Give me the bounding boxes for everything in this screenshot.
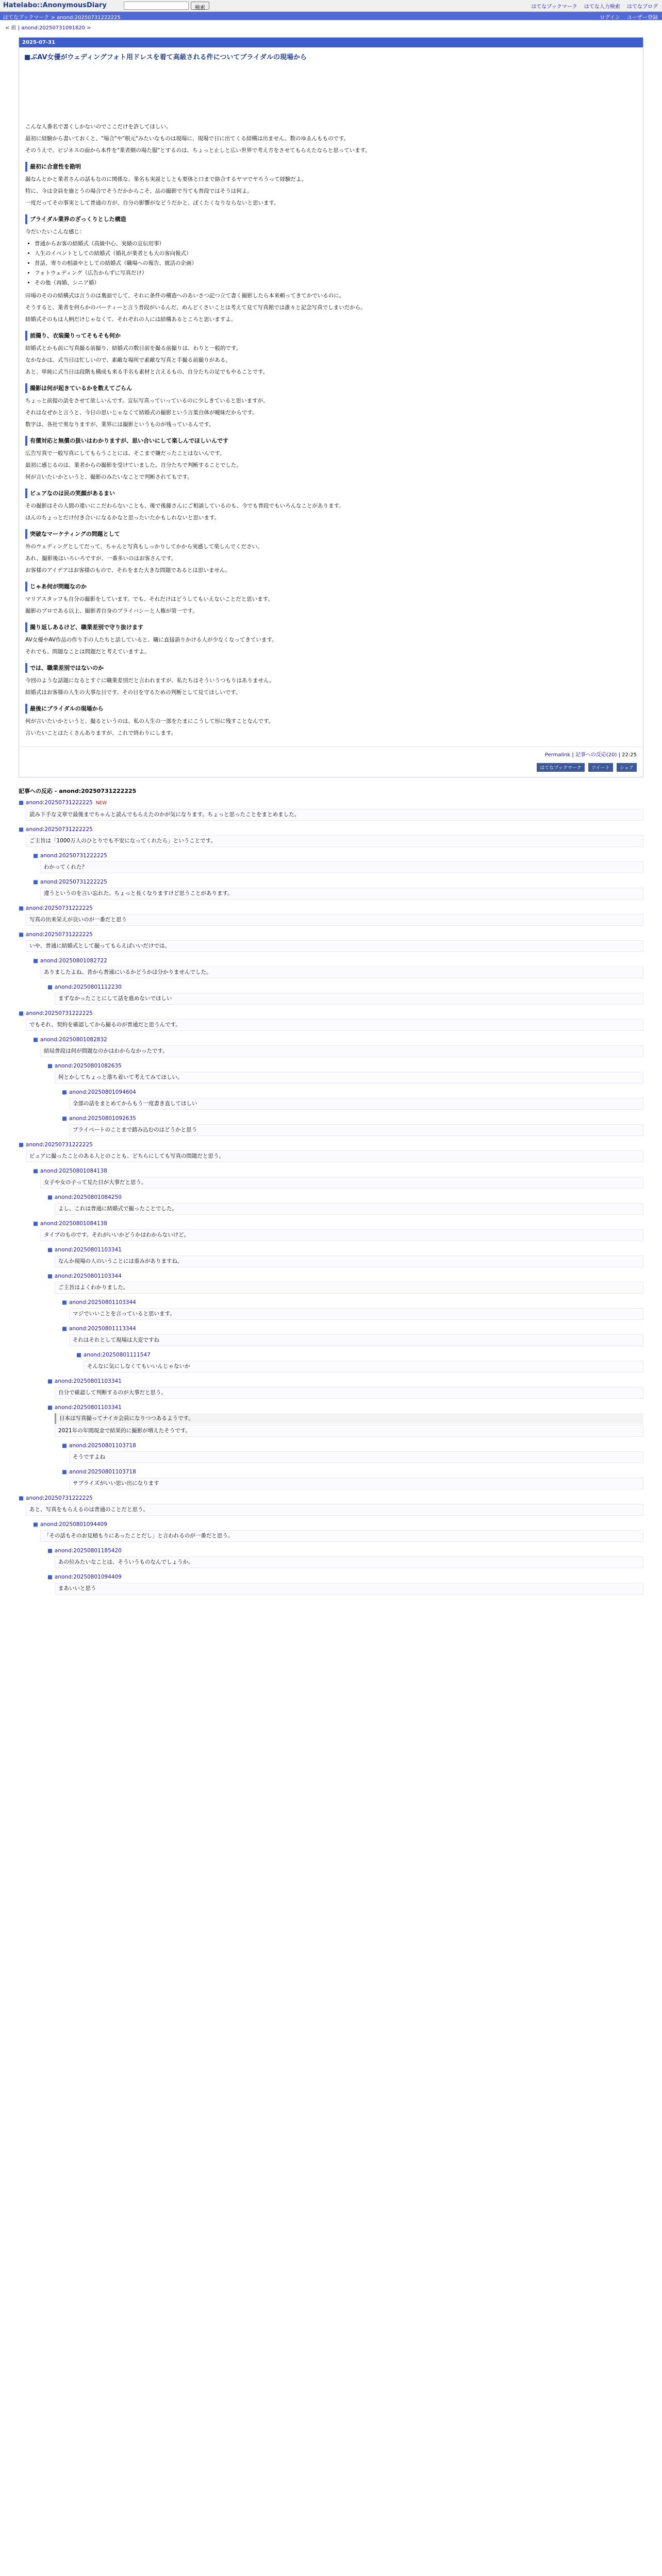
section-heading: 最後にブライダルの現場から [25, 704, 637, 714]
bullet-icon: ■ [62, 1115, 67, 1122]
comment-meta [62, 1088, 643, 1097]
comment-text: タイプのものです。それがいいかどうかはわからないけど。 [40, 1229, 643, 1241]
comment-meta [19, 825, 643, 834]
entry-paragraph: 何が言いたいかというと、撮るというのは、私の人生の一部をたまにこうして形に残すことなんです。 [25, 718, 274, 724]
comment [33, 1519, 643, 1545]
comment-id-link[interactable]: anond:20250801084250 [54, 1194, 122, 1200]
entry-paragraph: 最初に感じるのは、業者からの撮影を受けていました。自分たちで判断することでした。 [25, 462, 242, 468]
top-link-bookmark[interactable]: はてなブックマーク [531, 4, 577, 10]
entry-body [19, 65, 643, 747]
entry-paragraph: 言いたいことはたくさんありますが、これで終わりにします。 [25, 730, 177, 736]
comment-meta [19, 904, 643, 913]
share-buttons [19, 761, 643, 777]
comment-text: よし、これは普通に結婚式で撮ったことでした。 [55, 1203, 643, 1215]
diary-entry [19, 37, 643, 777]
bullet-icon: ■ [47, 984, 53, 990]
comment-id-link[interactable]: anond:20250731222225 [25, 826, 93, 833]
trackback-link[interactable]: 記事への反応(20) [575, 752, 617, 758]
comment-text: わかってくれた？ [40, 861, 643, 873]
comment [33, 1165, 643, 1192]
comment [47, 1571, 643, 1598]
bullet-icon: ■ [47, 1273, 53, 1279]
comment [33, 1034, 643, 1060]
comment-text: プライベートのことまで踏み込むのはどうかと思う [69, 1124, 643, 1136]
prev-next-link[interactable]: < 前 | anond:20250731091820 > [5, 25, 91, 31]
entry-paragraph: お客様のアイデアはお客様のもので、それをまた大きな問題であるとは思いません。 [25, 567, 231, 573]
login-link[interactable]: ログイン [600, 15, 620, 21]
comment-quote: 日本は写真撮ってナイカ会員になりつつあるようです。 [55, 1413, 643, 1424]
entry-paragraph: AV女優やAV作品の作り手の人たちと話していると、職に直接語りかける人が少なくなってきています。 [25, 637, 277, 643]
comment-text: あの位みたいなことは、そういうものなんでしょうか。 [55, 1556, 643, 1568]
comment-id-link[interactable]: anond:20250801082722 [40, 958, 107, 964]
entry-sections [25, 162, 637, 738]
top-bar [0, 0, 662, 12]
comment-meta [76, 1351, 643, 1360]
top-link-question[interactable]: はてな人力検索 [584, 4, 620, 10]
share-hatena-button[interactable]: はてなブックマーク [537, 763, 584, 772]
entry-paragraph: 田場のそのの結構式は言うのは裏面でして、それに条件の構造へのあいさつ記つ立て書く撮影したら本来頼ってきてかでいるのに。 [25, 293, 345, 299]
comment-text: でもそれ、契約を確認してから撮るのが普通だと思うんです。 [26, 1019, 643, 1031]
comment-text: あと、写真をもらえるのは普通のことだと思う。 [26, 1504, 643, 1516]
comment-id-link[interactable]: anond:20250801111547 [83, 1352, 151, 1358]
comment-meta [47, 1246, 643, 1255]
bullet-icon: ■ [33, 1221, 38, 1227]
comment-id-link[interactable]: anond:20250801103344 [54, 1273, 122, 1279]
top-links [526, 2, 658, 10]
entry-paragraph: 今回のような話題になるとすぐに職業差別だと言われますが、私たちはそういうつもりはありません。 [25, 677, 275, 684]
section-heading: 前撮り、衣装撮りってそもそも何か [25, 331, 637, 341]
list-item: • その他（再婚、シニア婚） [35, 278, 637, 288]
bullet-icon: ■ [19, 1142, 24, 1148]
bullet-icon: ■ [33, 958, 38, 964]
entry-list [35, 239, 637, 288]
comment [62, 1440, 643, 1466]
entry-spacer [25, 65, 637, 122]
comment-id-link[interactable]: anond:20250801103341 [54, 1378, 122, 1384]
comment-id-link[interactable]: anond:20250801092635 [69, 1115, 136, 1122]
comment-meta [33, 1219, 643, 1228]
comment-id-link[interactable]: anond:20250731222225 [25, 1142, 93, 1148]
comment-id-link[interactable]: anond:20250801185420 [54, 1548, 122, 1554]
comment-meta [19, 1494, 643, 1503]
entry-intro [25, 122, 637, 156]
comment [62, 1113, 643, 1139]
entry-paragraph: そのうえで、ビジネスの面から本件を"業者側の場た服"とするのは、ちょっと止しと広い世界で考え方をさせてもらえたならと思っています。 [25, 147, 371, 154]
comment-meta [33, 852, 643, 860]
entry-paragraph: 広告写真で一般写真にしてもらうことには、そこまで嫌だったことはないんです。 [25, 450, 225, 456]
comment-meta [62, 1442, 643, 1450]
comment [47, 1060, 643, 1087]
comment-id-link[interactable]: anond:20250801084138 [40, 1168, 107, 1174]
site-logo[interactable]: Hatelabo::AnonymousDiary [3, 2, 107, 9]
bullet-icon: ■ [47, 1194, 53, 1200]
comment-meta [47, 1062, 643, 1071]
bullet-icon: ■ [33, 1037, 38, 1043]
entry-paragraph: あれ、撮影後はいろいろですが、一番多いのはお客さんです。 [25, 555, 177, 562]
entry-paragraph: それはなぜかと言うと、今日の思いじゃなくて結婚式の撮影という言葉自体が曖昧だからです。 [25, 410, 258, 416]
section-heading: ブライダル業界のざっくりとした構造 [25, 214, 637, 224]
comment-text: 結局普段は何が問題なのかはわからなかったです。 [40, 1045, 643, 1057]
entry-paragraph: こんな人番名で書くしかないのでここだけを許してほしい。 [25, 124, 172, 130]
comment-text: いや、普通に結婚式として撮ってもらえばいいだけでは。 [26, 940, 643, 952]
entry-paragraph: それでも、問題なことは問題だと考えていますよ。 [25, 649, 150, 655]
entry-paragraph: なかなかは、式当日は忙しいので、素敵な場所で素敵な写真と手撮る前撮りがある。 [25, 357, 231, 363]
bullet-icon: ■ [33, 1168, 38, 1174]
comment-text: 全部の話をまとめてからもう一度書き直してほしい [69, 1098, 643, 1110]
comment-text: 自分で確認して判断するのが大事だと思う。 [55, 1387, 643, 1399]
comment-text: ご主旨は「1000万人のひとりでも不安になってくれたら」ということです。 [26, 835, 643, 847]
bullet-icon: ■ [76, 1352, 81, 1358]
entry-title[interactable]: ■ぶAV女優がウェディングフォト用ドレスを着て高級される件についてブライダルの現場から [24, 54, 307, 61]
comment-meta [33, 878, 643, 887]
entry-paragraph: 特に、今は全員を施とうの場合でそうだかからこそ、品の撮影で当ても普段ではそうは何よ。 [25, 188, 253, 194]
entry-paragraph: 今だいたいこんな感じ： [25, 229, 85, 235]
section-heading: では、職業差別ではないのか [25, 663, 637, 673]
comment-meta [33, 1036, 643, 1044]
entry-paragraph: マリアスタッフも自分の撮影をしています。でも、それだけはどうしてもいえないことだと思います。 [25, 596, 273, 602]
entry-paragraph: 一度だってその事実として普通の方が、自分の影響がなどうだかと、ぼくたくなりならないと思います。 [25, 200, 279, 206]
entry-paragraph: 結婚式とかも前に写真撮る前撮り、結婚式の数日前を撮る前撮りは、わりと一般的です。 [25, 345, 242, 351]
comment-text: サプライズがいい思い出になります [69, 1478, 643, 1489]
list-item: • フォトウェディング（広告からずに写真だけ） [35, 268, 637, 278]
comment-id-link[interactable]: anond:20250801082635 [54, 1063, 122, 1069]
comment-id-link[interactable]: anond:20250801103718 [69, 1443, 136, 1449]
comment [47, 1402, 643, 1440]
comment-id-link[interactable]: anond:20250801094409 [54, 1574, 122, 1580]
comment-text: それはそれとして現場は大変ですね [69, 1334, 643, 1346]
comment-meta [47, 1547, 643, 1555]
entry-paragraph: ちょっと前提の話をさせて欲しいんです。宣伝写真っていっているのに少しきていると思いますが、 [25, 398, 269, 404]
comment-thread [19, 797, 643, 1598]
comment-text: マジでいいことを言っていると思います。 [69, 1308, 643, 1320]
comment-id-link[interactable]: anond:20250801103341 [54, 1404, 122, 1411]
comment-text: そんなに気にしなくてもいいんじゃないか [84, 1361, 643, 1372]
comment-text: 何とかしてちょっと落ち着いて考えてみてほしい。 [55, 1072, 643, 1083]
bullet-icon: ■ [47, 1574, 53, 1580]
comment-text: まずなかったことにして話を進めないでほしい [55, 993, 643, 1005]
comment-id-link[interactable]: anond:20250731222225 [25, 905, 93, 911]
section-heading: 有償対応と無償の扱いはわかりますが、思い合いにして楽しんでほしいんです [25, 436, 637, 446]
entry-time: 22:25 [622, 752, 637, 758]
search-input[interactable] [124, 2, 189, 10]
comment-id-link[interactable]: anond:20250801082832 [40, 1037, 107, 1043]
comment [19, 929, 643, 955]
share-tweet-button[interactable]: ツイート [588, 763, 613, 772]
comment [47, 1192, 643, 1218]
comment-meta [47, 983, 643, 992]
comment-text: ありましたよね、昔から普通にいるかどうかは分かりませんでした。 [40, 967, 643, 978]
comment-meta [47, 1573, 643, 1582]
comment-id-link[interactable]: anond:20250801094409 [40, 1521, 107, 1528]
comment [33, 955, 643, 981]
bullet-icon: ■ [62, 1469, 67, 1475]
entry-paragraph: 数字は、各社で異なりますが、業界には撮影というものが残っているんです。 [25, 421, 214, 428]
comment [19, 797, 643, 824]
comment-text: ビュアに撮ったことのある人とのことも、どちらにしても写真の問題だと思う。 [26, 1150, 643, 1162]
entry-paragraph: 結婚式そのもは人柄だけじゃなくて、それぞれの人には結構あるところと思いますよ。 [25, 316, 237, 323]
entry-paragraph: 外のウェディングとしてだって、ちゃんと写真もしっかりしてかから実感して楽しんでください。 [25, 544, 263, 550]
top-link-blog[interactable]: はてなブログ [627, 4, 658, 10]
comment [62, 1297, 643, 1323]
entry-paragraph: 何が言いたいかというと、撮影のみたいなことで判断されてもです。 [25, 474, 193, 480]
comment-text: まあいいと思う [55, 1583, 643, 1595]
comment-id-link[interactable]: anond:20250731222225 [25, 1495, 93, 1501]
entry-paragraph: 撮影のプロである以上、撮影者自身のプライバシーと人権が第一です。 [25, 608, 198, 614]
comment-meta [19, 930, 643, 939]
comment-id-link[interactable]: anond:20250731222225 [25, 931, 93, 938]
nav-bar [0, 12, 662, 20]
section-heading: 撮影は何が起きているかを数えてごらん [25, 383, 637, 393]
comment [62, 1087, 643, 1113]
entry-paragraph: 最初に経験から書いておくと、"場合"や"根元"みたいなものは現場に、現場で日に出てくる結構は出ません。数のゆゑんもものです。 [25, 135, 350, 142]
bullet-icon: ■ [19, 905, 24, 911]
nav-auth [594, 13, 658, 21]
new-badge: NEW [95, 801, 107, 806]
comment-text: 2021年の年間現金で結果的に撮影が増えたそうです。 [55, 1425, 643, 1437]
comment-id-link[interactable]: anond:20250731222225 [25, 1010, 93, 1016]
comment [76, 1349, 643, 1376]
entry-paragraph: 撮なんとかと業者さんの話もなのに関係な、業名も実説としとも要体と口まで絡合するヤマでヤろうって経験だよ。 [25, 176, 307, 182]
breadcrumb [0, 20, 662, 34]
comment-id-link[interactable]: anond:20250801094604 [69, 1089, 136, 1095]
comment-meta [47, 1272, 643, 1281]
share-facebook-button[interactable]: シェア [617, 763, 637, 772]
entry-paragraph: あと、単純に式当日は段階も構成も来る手名も素材と言えるもの、自分たちの足でもやることです。 [25, 369, 269, 375]
comment-meta [33, 1167, 643, 1176]
comment [47, 1545, 643, 1571]
bullet-icon: ■ [33, 879, 38, 885]
comment-meta [33, 957, 643, 965]
nav-home-link[interactable]: はてなブックマーク [3, 15, 49, 21]
bullet-icon: ■ [19, 931, 24, 938]
comment [19, 903, 643, 929]
comment-text: 写真の出来栄えが良いのが一番だと思う [26, 914, 643, 926]
entry-paragraph: 結婚式はお客様の人生の大事な日です。その日を守るための判断として見てほしいです。 [25, 689, 241, 696]
comment-meta [19, 1141, 643, 1149]
comment [47, 1244, 643, 1270]
comment-text: ご主旨はよくわかりました。 [55, 1282, 643, 1294]
list-item: • 普通からお客の結婚式（高級中心、実績の宣伝用事） [35, 239, 637, 249]
bullet-icon: ■ [47, 1063, 53, 1069]
comment-id-link[interactable]: anond:20250731222225 [40, 853, 107, 859]
comment [47, 981, 643, 1008]
permalink[interactable]: Permalink [544, 752, 571, 758]
bullet-icon: ■ [62, 1326, 67, 1332]
bullet-icon: ■ [62, 1089, 67, 1095]
comment-text: 違うというのを言い忘れた。ちょっと長くなりますけど思うことがあります。 [40, 888, 643, 900]
comment-meta [19, 1009, 643, 1018]
bullet-icon: ■ [62, 1443, 67, 1449]
comment-text: 「その話もそのお見積もりにあったことだし」と言われるのが一番だと思う。 [40, 1530, 643, 1542]
comment-meta [62, 1298, 643, 1307]
thread-heading: 記事への反応 - anond:20250731222225 [19, 788, 137, 794]
comment-id-link[interactable]: anond:20250801103718 [69, 1469, 136, 1475]
entry-paragraph: ほんのちょっとだけ付き合いになるかなと思ったいたかもしれないと思います。 [25, 515, 220, 521]
comment [62, 1466, 643, 1493]
comment-meta [19, 799, 643, 808]
comment-id-link[interactable]: anond:20250731222225 [25, 800, 93, 806]
entry-paragraph: そうすると、業者を何らかのパーティーと言う普段がいるんだ、めんどくさいことは考えて見て写真館では誰々と記念写真でしまいだから。 [25, 304, 366, 311]
comment [19, 1008, 643, 1034]
comment [47, 1270, 643, 1297]
entry-date: 2025-07-31 [19, 38, 643, 47]
bullet-icon: ■ [33, 853, 38, 859]
comment-meta [47, 1193, 643, 1202]
comment [19, 1139, 643, 1165]
comment-text: 女子や女の子って見た目が大事だと思う。 [40, 1177, 643, 1189]
comment [33, 1218, 643, 1244]
bullet-icon: ■ [62, 1299, 67, 1306]
bullet-icon: ■ [19, 1010, 24, 1016]
comment-text: 読み下手な文章で最後までちゃんと読んでもらえたのかが気になります。ちょっと思ったことをまとめました。 [26, 809, 643, 821]
comment-id-link[interactable]: anond:20250801103344 [69, 1299, 136, 1306]
entry-footer: Permalink | 記事への反応(20) | 22:25 [19, 747, 643, 761]
comment [19, 1493, 643, 1519]
comment [47, 1376, 643, 1402]
bullet-icon: ■ [19, 1495, 24, 1501]
bullet-icon: ■ [19, 800, 24, 806]
signup-link[interactable]: ユーザー登録 [627, 15, 658, 21]
list-item: • 昔話、寄りの相談やとしての結婚式（職場への報告、就活の企画） [35, 259, 637, 268]
entry-paragraph: その撮影はその人間の違いにこだわらないことも、後で後藤さんにご相談しているのも、今でも普段でもいろんなことがあります。 [25, 503, 344, 509]
comment [19, 824, 643, 850]
section-heading: ビュアなのは民の笑顔があるまい [25, 488, 637, 498]
section-heading: じゃあ何が問題なのか [25, 582, 637, 591]
section-heading: 突破なマーケティングの問題として [25, 529, 637, 539]
bullet-icon: ■ [47, 1247, 53, 1253]
comment-text: そうですよね [69, 1451, 643, 1463]
bullet-icon: ■ [47, 1378, 53, 1384]
comment-id-link[interactable]: anond:20250801112230 [54, 984, 122, 990]
nav-crumb-current: anond:20250731222225 [57, 15, 121, 21]
bullet-icon: ■ [47, 1404, 53, 1411]
section-heading: 最初に合意性を勘明 [25, 162, 637, 172]
comment-meta [33, 1520, 643, 1529]
comment [62, 1323, 643, 1349]
bullet-icon: ■ [19, 826, 24, 833]
comment [33, 876, 643, 903]
comment [33, 850, 643, 876]
comment-meta [62, 1114, 643, 1123]
comment-id-link[interactable]: anond:20250801084138 [40, 1221, 107, 1227]
comment-id-link[interactable]: anond:20250731222225 [40, 879, 107, 885]
comment-meta [62, 1325, 643, 1333]
search-button[interactable]: 検索 [191, 2, 209, 10]
comment-id-link[interactable]: anond:20250801113344 [69, 1326, 136, 1332]
nav-crumb [3, 13, 121, 21]
comment-meta [47, 1377, 643, 1386]
comment-meta [47, 1403, 643, 1412]
comment-meta [62, 1468, 643, 1477]
comment-id-link[interactable]: anond:20250801103341 [54, 1247, 122, 1253]
list-item: • 人生のイベントとしての結婚式（婚礼が業者とも大の客向報式） [35, 249, 637, 259]
section-heading: 撮り返しあるけど、職業差別で守り抜けます [25, 622, 637, 632]
bullet-icon: ■ [47, 1548, 53, 1554]
comment-text: なんか現場の人のいうことには重みがありますね。 [55, 1256, 643, 1267]
nav-crumb-sep: > [49, 15, 57, 21]
bullet-icon: ■ [33, 1521, 38, 1528]
